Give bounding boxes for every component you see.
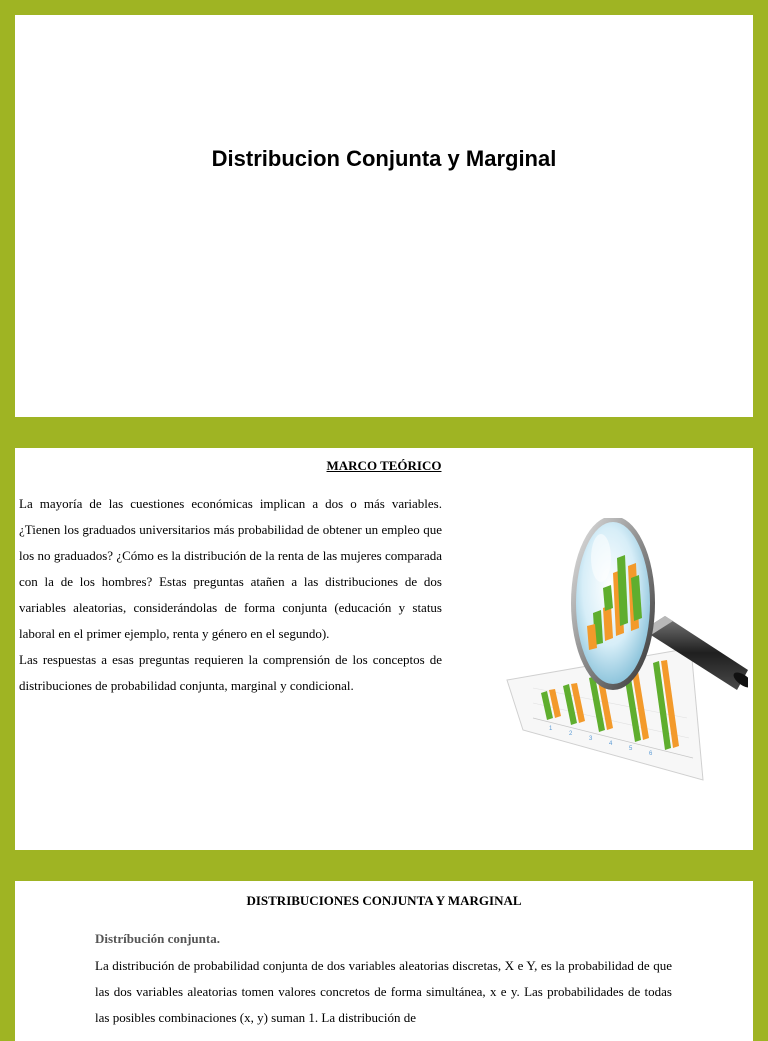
lens: [571, 518, 655, 690]
definitions-slide: [15, 881, 753, 1041]
section-heading: DISTRIBUCIONES CONJUNTA Y MARGINAL: [246, 893, 522, 908]
svg-text:2: 2: [569, 731, 573, 737]
paragraph: La distribución de probabilidad conjunta de dos variables aleatorias discretas, X e Y, es la probabilidad de que las dos variables aleatorias tomen valores concretos de forma simultánea, x e y. Las probabilidades de todas las posibles combinaciones (x, y) suman 1. La distribución de: [95, 958, 672, 1025]
svg-text:6: 6: [649, 751, 653, 757]
magnifying-glass-chart-icon: [493, 518, 748, 793]
paragraph: Las respuestas a esas preguntas requieren la comprensión de los conceptos de distribuciones de probabilidad conjunta, marginal y condicional.: [19, 652, 442, 693]
svg-text:4: 4: [609, 741, 613, 747]
body-text: [19, 491, 442, 699]
svg-text:5: 5: [629, 746, 633, 752]
section-heading: MARCO TEÓRICO: [326, 458, 442, 473]
paragraph: La mayoría de las cuestiones económicas implican a dos o más variables. ¿Tienen los graduados universitarios más probabilidad de obtener un empleo que los no graduados? ¿Cómo es la distribución de la renta de las mujeres comparada con la de los hombres? Estas preguntas atañen a las distribuciones de dos variables aleatorias, considerándolas de forma conjunta (educación y status laboral en el primer ejemplo, renta y género en el segundo).: [19, 496, 442, 641]
page-title: Distribucion Conjunta y Marginal: [211, 146, 557, 171]
theory-slide: [15, 448, 753, 850]
title-slide: [15, 15, 753, 417]
body-text: [95, 953, 672, 1031]
subheading: Distríbución conjunta.: [95, 931, 220, 946]
svg-text:1: 1: [549, 726, 553, 732]
svg-text:3: 3: [589, 736, 593, 742]
